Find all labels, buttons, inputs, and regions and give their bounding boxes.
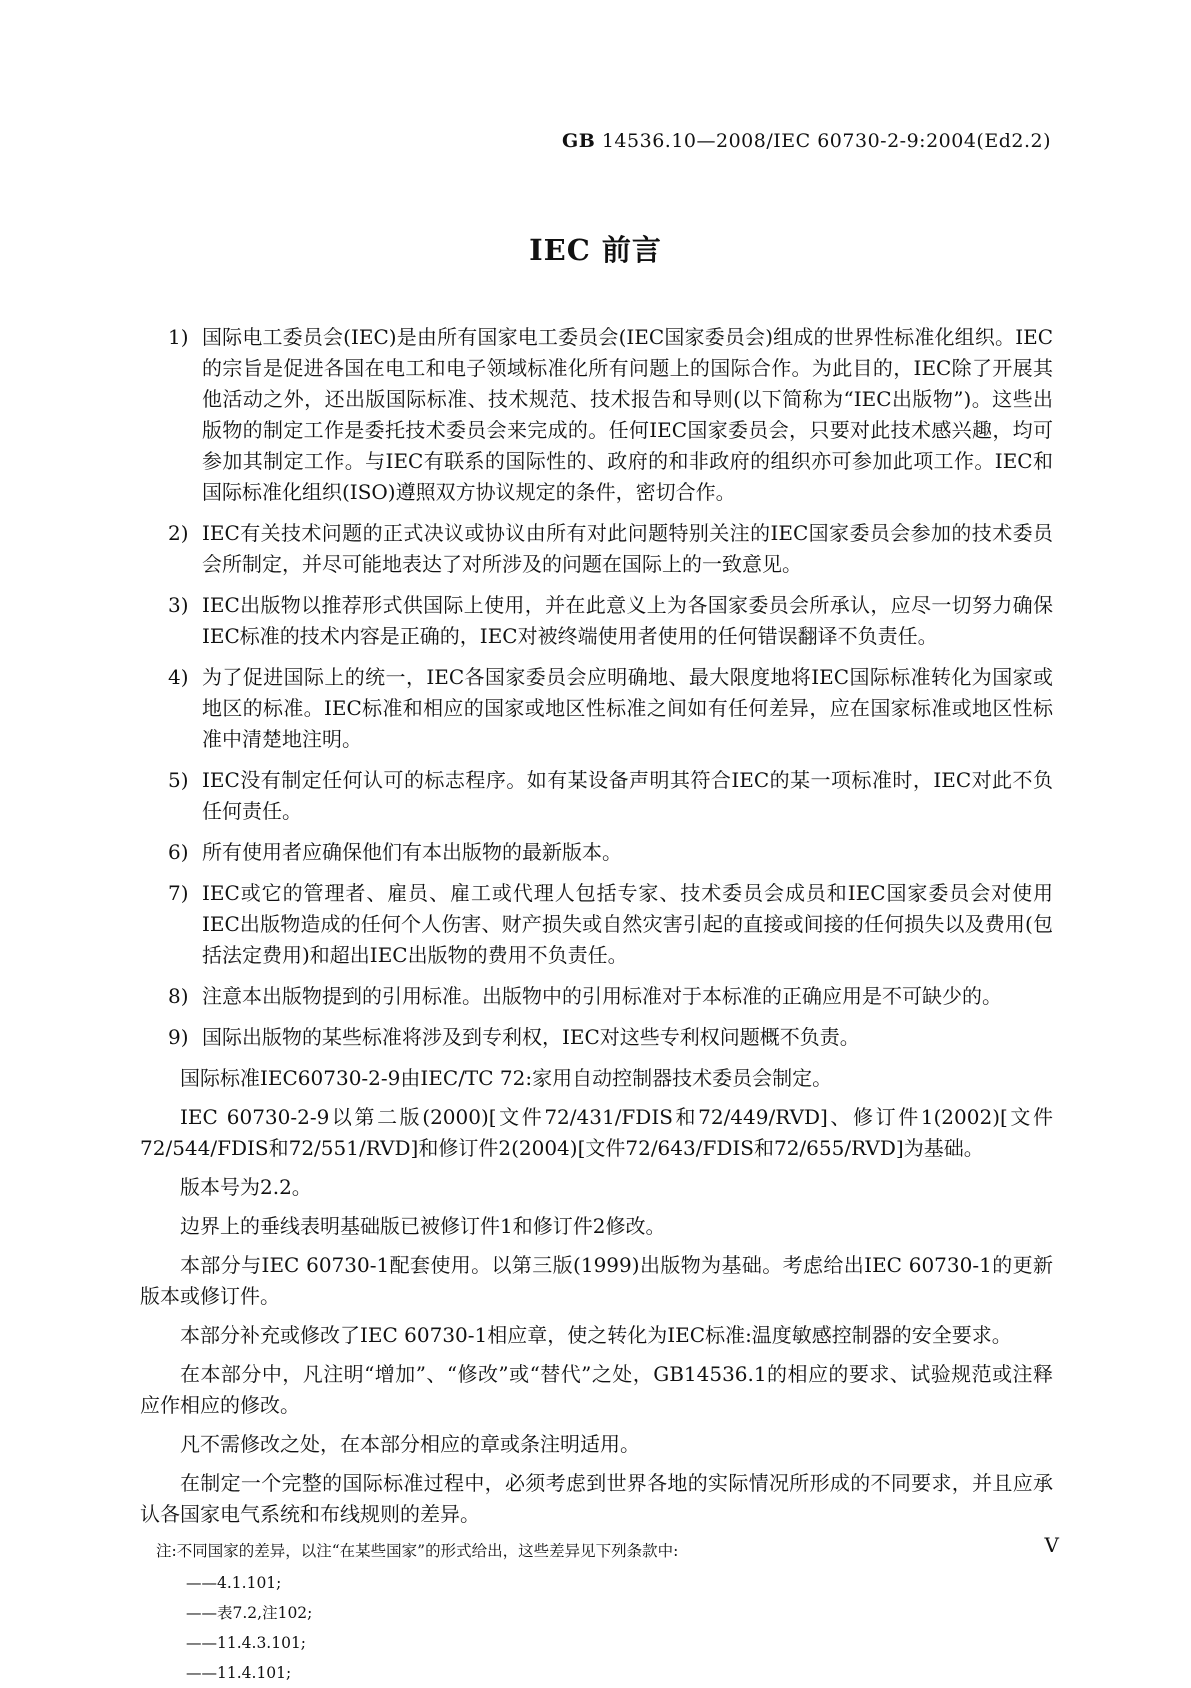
note-list-item: ——4.1.101; [186,1574,282,1592]
item-text: 所有使用者应确保他们有本出版物的最新版本。 [202,840,622,864]
item-number: 9) [168,1025,189,1049]
list-item [140,322,1053,508]
header-standard-number: 14536.10—2008/IEC 60730-2-9:2004(Ed2.2) [601,130,1051,152]
item-number: 4) [168,665,189,689]
paragraph: 国际标准IEC60730-2-9由IEC/TC 72:家用自动控制器技术委员会制定。 [180,1066,833,1090]
item-text: IEC没有制定任何认可的标志程序。如有某设备声明其符合IEC的某一项标准时，IEC对此不负任何责任。 [202,768,1053,823]
paragraph: 在制定一个完整的国际标准过程中，必须考虑到世界各地的实际情况所形成的不同要求，并且应承认各国家电气系统和布线规则的差异。 [140,1471,1053,1526]
running-header [562,130,1051,152]
paragraph: 本部分补充或修改了IEC 60730-1相应章，使之转化为IEC标准:温度敏感控制器的安全要求。 [180,1323,1012,1347]
paragraph: IEC 60730-2-9以第二版(2000)[文件72/431/FDIS和72/449/RVD]、修订件1(2002)[文件72/544/FDIS和72/551/RVD]和修订件2(2004)[文件72/643/FDIS和72/655/RVD]为基础。 [140,1105,1053,1160]
item-number: 3) [168,593,189,617]
list-item [140,837,1053,868]
list-item [140,518,1053,580]
note-list-item: ——11.4.101; [186,1664,292,1682]
list-item [140,878,1053,971]
paragraph: 在本部分中，凡注明“增加”、“修改”或“替代”之处，GB14536.1的相应的要求、试验规范或注释应作相应的修改。 [140,1362,1053,1417]
item-text: IEC出版物以推荐形式供国际上使用，并在此意义上为各国家委员会所承认，应尽一切努力确保IEC标准的技术内容是正确的，IEC对被终端使用者使用的任何错误翻译不负责任。 [202,593,1053,648]
list-item [140,765,1053,827]
item-number: 1) [168,325,189,349]
item-text: IEC或它的管理者、雇员、雇工或代理人包括专家、技术委员会成员和IEC国家委员会对使用IEC出版物造成的任何个人伤害、财产损失或自然灾害引起的直接或间接的任何损失以及费用(包括法定费用)和超出IEC出版物的费用不负责任。 [202,881,1053,967]
item-number: 5) [168,768,189,792]
list-item [140,1022,1053,1053]
note-list-item: ——表7.2,注102; [186,1604,313,1622]
item-text: 注意本出版物提到的引用标准。出版物中的引用标准对于本标准的正确应用是不可缺少的。 [202,984,1002,1008]
item-number: 2) [168,521,189,545]
list-item [140,590,1053,652]
note: 注:不同国家的差异，以注“在某些国家”的形式给出，这些差异见下列条款中: [156,1542,679,1560]
note-list [186,1568,1053,1688]
page-title: IEC 前言 [529,233,662,267]
paragraph: 版本号为2.2。 [180,1175,312,1199]
list-item [140,662,1053,755]
item-text: 国际出版物的某些标准将涉及到专利权，IEC对这些专利权问题概不负责。 [202,1025,860,1049]
page-number: V [1044,1533,1059,1557]
item-text: 国际电工委员会(IEC)是由所有国家电工委员会(IEC国家委员会)组成的世界性标准化组织。IEC的宗旨是促进各国在电工和电子领域标准化所有问题上的国际合作。为此目的，IEC除了开展其他活动之外，还出版国际标准、技术规范、技术报告和导则(以下简称为“IEC出版物”)。这些出版物的制定工作是委托技术委员会来完成的。任何IEC国家委员会，只要对此技术感兴趣，均可参加其制定工作。与IEC有联系的国际性的、政府的和非政府的组织亦可参加此项工作。IEC和国际标准化组织(ISO)遵照双方协议规定的条件，密切合作。 [202,325,1053,504]
item-text: IEC有关技术问题的正式决议或协议由所有对此问题特别关注的IEC国家委员会参加的技术委员会所制定，并尽可能地表达了对所涉及的问题在国际上的一致意见。 [202,521,1053,576]
paragraph: 本部分与IEC 60730-1配套使用。以第三版(1999)出版物为基础。考虑给出IEC 60730-1的更新版本或修订件。 [140,1253,1053,1308]
item-number: 7) [168,881,189,905]
header-standard-prefix: GB [562,130,596,152]
paragraph: 凡不需修改之处，在本部分相应的章或条注明适用。 [180,1432,640,1456]
note-list-item: ——11.4.3.101; [186,1634,307,1652]
item-number: 8) [168,984,189,1008]
item-text: 为了促进国际上的统一，IEC各国家委员会应明确地、最大限度地将IEC国际标准转化为国家或地区的标准。IEC标准和相应的国家或地区性标准之间如有任何差异，应在国家标准或地区性标准中清楚地注明。 [202,665,1053,751]
item-number: 6) [168,840,189,864]
body-text [140,322,1053,1688]
list-item [140,981,1053,1012]
paragraph: 边界上的垂线表明基础版已被修订件1和修订件2修改。 [180,1214,666,1238]
numbered-list [140,322,1053,1053]
